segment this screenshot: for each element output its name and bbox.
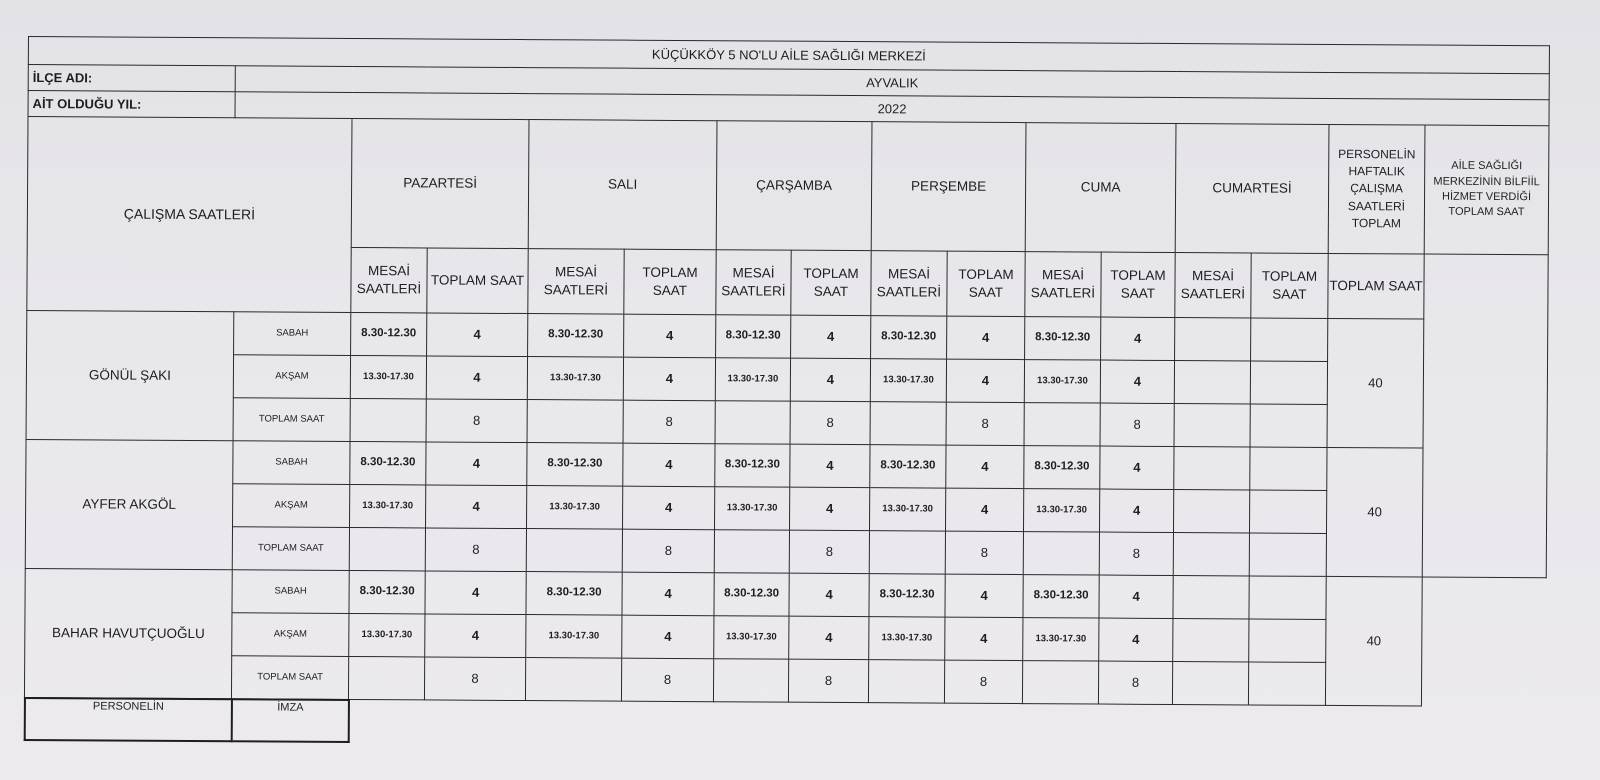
session-total-cell: 4 [1100, 360, 1174, 403]
session-total-cell: 4 [425, 614, 526, 658]
sub-header-hours-saturday: MESAİ SAATLERİ [1175, 253, 1251, 318]
session-total-cell: 4 [789, 487, 869, 530]
weekly-total-value: 40 [1325, 576, 1422, 706]
shift-label: AKŞAM [232, 613, 349, 657]
year-label: AİT OLDUĞU YIL: [28, 91, 235, 118]
sub-header-total-friday: TOPLAM SAAT [1101, 252, 1175, 317]
day-total-cell [1248, 662, 1325, 705]
hours-cell: 13.30-17.30 [349, 613, 425, 656]
hours-cell: 13.30-17.30 [1024, 360, 1100, 403]
session-total-cell: 4 [791, 315, 871, 358]
day-total-cell [1250, 404, 1327, 447]
shift-label: TOPLAM SAAT [233, 398, 350, 442]
day-total-cell: 8 [426, 399, 527, 443]
weekly-total-value: 40 [1326, 447, 1423, 577]
shift-label: AKŞAM [233, 355, 350, 399]
session-total-cell: 4 [623, 443, 715, 487]
hours-cell [1174, 404, 1250, 447]
shift-label: TOPLAM SAAT [231, 656, 348, 700]
hours-cell [527, 400, 623, 444]
shift-label: AKŞAM [233, 484, 350, 528]
signature-label: İMZA [232, 699, 349, 742]
hours-cell [1022, 661, 1098, 704]
session-total-cell: 4 [624, 314, 716, 358]
hours-cell: 13.30-17.30 [527, 486, 623, 530]
hours-cell: 13.30-17.30 [714, 616, 789, 659]
session-total-cell [1250, 361, 1327, 404]
hours-cell: 13.30-17.30 [870, 359, 946, 402]
session-total-cell: 4 [426, 485, 527, 529]
day-header-tuesday: SALI [528, 120, 717, 250]
session-total-cell: 4 [427, 313, 528, 357]
hours-cell: 8.30-12.30 [715, 444, 790, 487]
hours-cell [1023, 532, 1099, 575]
sub-header-total-thursday: TOPLAM SAAT [947, 251, 1025, 316]
hours-cell: 13.30-17.30 [869, 617, 945, 660]
work-schedule-table [24, 36, 1550, 707]
day-total-cell: 8 [424, 657, 525, 701]
hours-cell: 8.30-12.30 [1024, 446, 1100, 489]
session-total-cell: 4 [1099, 489, 1173, 532]
sub-header-hours-tuesday: MESAİ SAATLERİ [528, 249, 624, 315]
hours-cell [715, 401, 790, 444]
shift-label: SABAH [233, 441, 350, 485]
session-total-cell: 4 [1100, 446, 1174, 489]
session-total-cell: 4 [623, 357, 715, 401]
signature-row [25, 698, 349, 742]
day-total-cell: 8 [945, 531, 1023, 574]
session-total-cell: 4 [1099, 575, 1173, 618]
hours-cell [1173, 576, 1249, 619]
hours-cell [1175, 318, 1251, 361]
hours-cell: 8.30-12.30 [528, 314, 624, 358]
hours-cell: 8.30-12.30 [716, 315, 791, 358]
day-total-cell: 8 [425, 528, 526, 572]
sub-header-total-wednesday: TOPLAM SAAT [791, 250, 871, 315]
staff-name: BAHAR HAVUTÇUOĞLU [24, 568, 232, 698]
center-total-heading: AİLE SAĞLIĞI MERKEZİNİN BİLFİİL HİZMET VERDİĞİ TOPLAM SAAT [1424, 125, 1549, 255]
session-total-cell: 4 [426, 356, 527, 400]
hours-cell [714, 530, 789, 573]
hours-cell [1172, 662, 1248, 705]
hours-cell [525, 658, 621, 702]
shift-label: SABAH [234, 312, 351, 356]
hours-cell [1024, 403, 1100, 446]
personnel-label: PERSONELİN [25, 698, 232, 741]
day-header-friday: CUMA [1025, 123, 1176, 253]
session-total-cell: 4 [622, 615, 714, 659]
session-total-cell [1249, 576, 1326, 619]
session-total-cell: 4 [947, 316, 1025, 359]
hours-cell [1173, 490, 1249, 533]
day-header-thursday: PERŞEMBE [871, 122, 1026, 252]
weekly-total-value: 40 [1327, 318, 1424, 448]
session-total-cell: 4 [622, 486, 714, 530]
signature-table [24, 697, 350, 743]
hours-cell: 8.30-12.30 [349, 570, 425, 613]
weekly-sub-header: TOPLAM SAAT [1328, 253, 1424, 319]
hours-cell: 13.30-17.30 [715, 358, 790, 401]
hours-cell [526, 529, 622, 573]
hours-cell [1173, 533, 1249, 576]
center-total-cell [1422, 254, 1548, 578]
day-total-cell: 8 [1098, 661, 1172, 704]
day-header-monday: PAZARTESİ [351, 118, 529, 248]
hours-cell: 13.30-17.30 [869, 488, 945, 531]
session-total-cell: 4 [425, 571, 526, 615]
district-label: İLÇE ADI: [28, 65, 235, 92]
hours-cell: 8.30-12.30 [526, 572, 622, 616]
day-total-cell: 8 [621, 658, 713, 702]
sub-header-total-monday: TOPLAM SAAT [427, 248, 528, 314]
sub-header-hours-monday: MESAİ SAATLERİ [351, 247, 427, 312]
day-header-wednesday: ÇARŞAMBA [716, 121, 872, 251]
session-total-cell: 4 [945, 488, 1023, 531]
hours-cell: 8.30-12.30 [714, 573, 789, 616]
hours-cell: 13.30-17.30 [714, 487, 789, 530]
hours-cell: 13.30-17.30 [1023, 489, 1099, 532]
day-total-cell: 8 [946, 402, 1024, 445]
day-total-cell [1249, 533, 1326, 576]
session-total-cell [1249, 619, 1326, 662]
day-header-saturday: CUMARTESİ [1175, 124, 1329, 254]
session-total-cell: 4 [946, 445, 1024, 488]
year-value: 2022 [235, 92, 1549, 126]
hours-cell: 8.30-12.30 [350, 441, 426, 484]
blank-margin [1421, 577, 1546, 707]
hours-cell [350, 398, 426, 441]
hours-cell: 13.30-17.30 [527, 357, 623, 401]
hours-cell: 13.30-17.30 [1023, 618, 1099, 661]
sub-header-hours-friday: MESAİ SAATLERİ [1025, 252, 1101, 317]
hours-cell: 8.30-12.30 [869, 574, 945, 617]
day-total-cell: 8 [1099, 532, 1173, 575]
session-total-cell: 4 [945, 574, 1023, 617]
day-total-cell: 8 [789, 530, 869, 573]
session-total-cell: 4 [945, 617, 1023, 660]
session-total-cell: 4 [790, 358, 870, 401]
session-total-cell: 4 [789, 573, 869, 616]
session-total-cell: 4 [622, 572, 714, 616]
session-total-cell: 4 [1099, 618, 1173, 661]
hours-cell [868, 660, 944, 703]
weekly-total-heading: PERSONELİN HAFTALIK ÇALIŞMA SAATLERİ TOPLAM [1328, 124, 1425, 254]
day-total-cell: 8 [944, 660, 1022, 703]
sub-header-total-tuesday: TOPLAM SAAT [624, 249, 716, 315]
sub-header-total-saturday: TOPLAM SAAT [1251, 253, 1328, 318]
institution-title: KÜÇÜKKÖY 5 NO'LU AİLE SAĞLIĞI MERKEZİ [28, 37, 1549, 74]
hours-cell: 8.30-12.30 [871, 316, 947, 359]
shift-label: SABAH [232, 570, 349, 614]
hours-cell [1173, 619, 1249, 662]
session-total-cell: 4 [426, 442, 527, 486]
sub-header-hours-thursday: MESAİ SAATLERİ [871, 251, 947, 316]
hours-cell: 8.30-12.30 [1023, 575, 1099, 618]
hours-cell [1174, 447, 1250, 490]
session-total-cell [1249, 490, 1326, 533]
staff-name: AYFER AKGÖL [25, 439, 233, 569]
sub-header-hours-wednesday: MESAİ SAATLERİ [716, 250, 791, 315]
hours-cell [869, 531, 945, 574]
session-total-cell [1251, 318, 1328, 361]
session-total-cell: 4 [790, 444, 870, 487]
work-hours-heading: ÇALIŞMA SAATLERİ [27, 117, 352, 313]
hours-cell: 8.30-12.30 [351, 312, 427, 355]
district-value: AYVALIK [235, 66, 1549, 100]
shift-label: TOPLAM SAAT [232, 527, 349, 571]
hours-cell: 8.30-12.30 [527, 443, 623, 487]
session-total-cell [1250, 447, 1327, 490]
schedule-sheet [24, 36, 1550, 750]
day-total-cell: 8 [1100, 403, 1174, 446]
hours-cell: 8.30-12.30 [870, 445, 946, 488]
hours-cell [348, 656, 424, 699]
hours-cell [1174, 361, 1250, 404]
session-total-cell: 4 [789, 616, 869, 659]
hours-cell: 8.30-12.30 [1025, 317, 1101, 360]
hours-cell: 13.30-17.30 [350, 484, 426, 527]
hours-cell: 13.30-17.30 [526, 615, 622, 659]
hours-cell [713, 659, 788, 702]
hours-cell [349, 527, 425, 570]
hours-cell [870, 402, 946, 445]
day-total-cell: 8 [623, 400, 715, 444]
day-total-cell: 8 [788, 659, 868, 702]
day-total-cell: 8 [622, 529, 714, 573]
day-header-row [27, 117, 1549, 255]
session-total-cell: 4 [1101, 317, 1175, 360]
staff-name: GÖNÜL ŞAKI [26, 310, 234, 440]
day-total-cell: 8 [790, 401, 870, 444]
hours-cell: 13.30-17.30 [350, 355, 426, 398]
session-total-cell: 4 [946, 359, 1024, 402]
